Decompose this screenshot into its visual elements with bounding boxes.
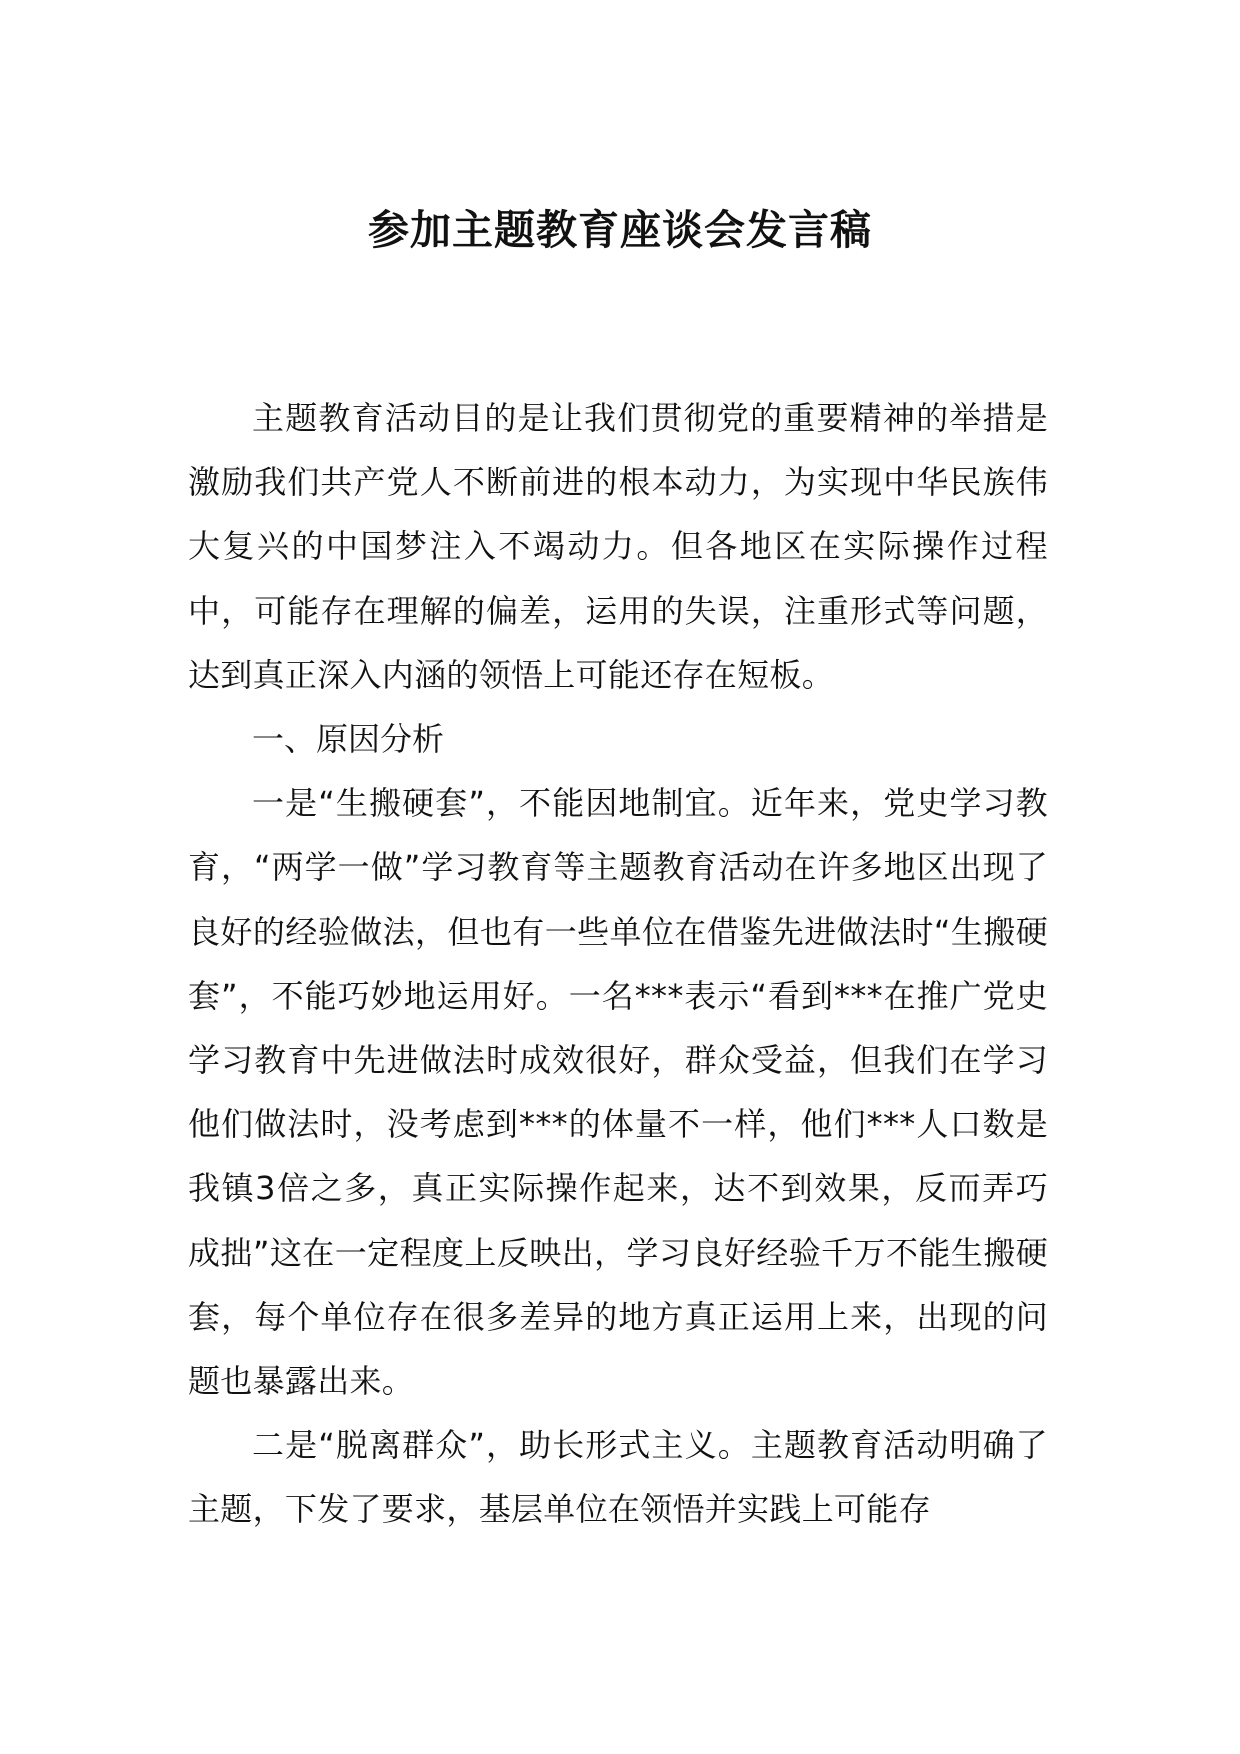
point-one-paragraph: 一是“生搬硬套”，不能因地制宜。近年来，党史学习教育，“两学一做”学习教育等主题教育活动在许多地区出现了良好的经验做法，但也有一些单位在借鉴先进做法时“生搬硬套”，不能巧妙地运用好。一名***表示“看到***在推广党史学习教育中先进做法时成效很好，群众受益，但我们在学习他们做法时，没考虑到***的体量不一样，他们***人口数是我镇3倍之多，真正实际操作起来，达不到效果，反而弄巧成拙”这在一定程度上反映出，学习良好经验千万不能生搬硬套，每个单位存在很多差异的地方真正运用上来，出现的问题也暴露出来。 [188,784,1048,1401]
intro-paragraph: 主题教育活动目的是让我们贯彻党的重要精神的举措是激励我们共产党人不断前进的根本动力，为实现中华民族伟大复兴的中国梦注入不竭动力。但各地区在实际操作过程中，可能存在理解的偏差，运用的失误，注重形式等问题，达到真正深入内涵的领悟上可能还存在短板。 [188,399,1048,694]
section-heading-cause-analysis: 一、原因分析 [252,720,445,759]
document-title: 参加主题教育座谈会发言稿 [368,206,872,254]
point-two-paragraph: 二是“脱离群众”，助长形式主义。主题教育活动明确了主题，下发了要求，基层单位在领悟并实践上可能存 [188,1426,1048,1529]
document-body [188,386,1048,1542]
